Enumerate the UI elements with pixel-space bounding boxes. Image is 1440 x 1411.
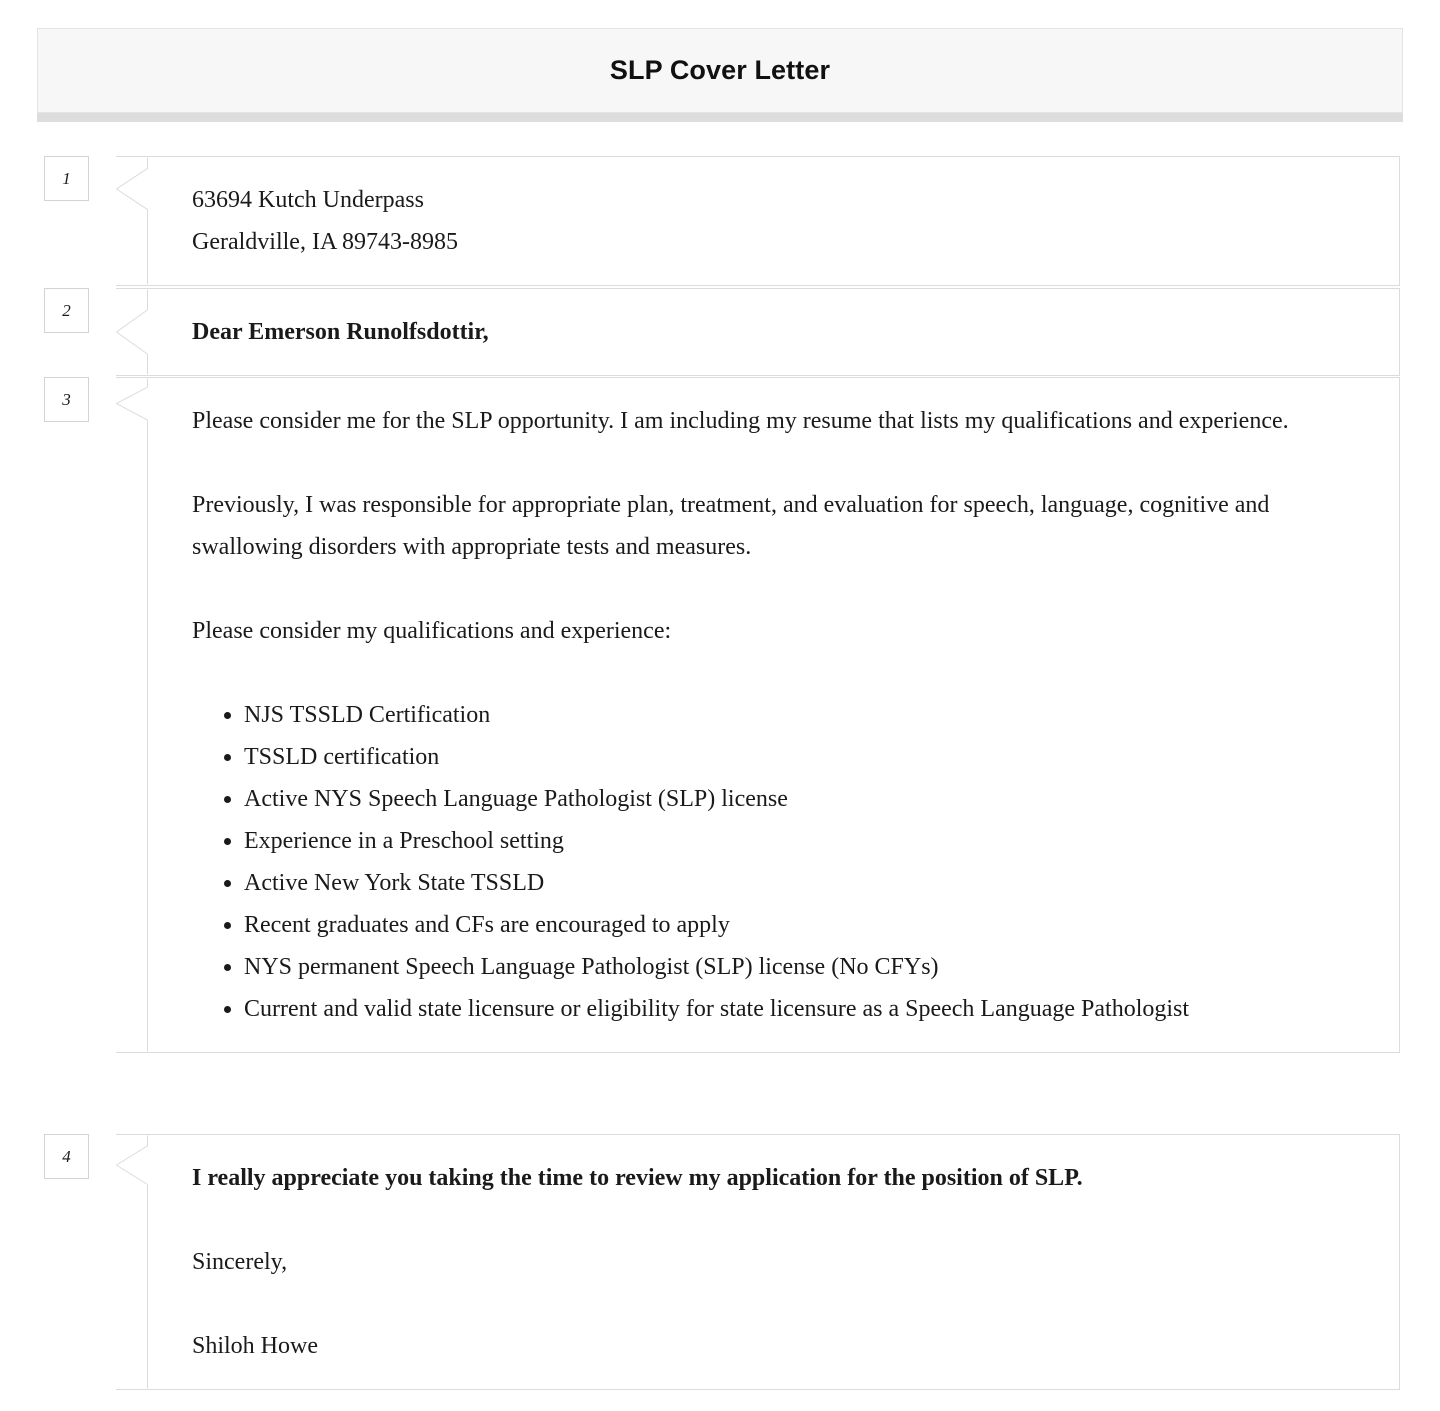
page-title: SLP Cover Letter [609, 55, 831, 85]
block-number-badge-3: 3 [44, 377, 89, 422]
body-paragraph-1: Please consider me for the SLP opportunity. I am including my resume that lists my qualifications and experience. [192, 408, 1289, 434]
signature-name: Shiloh Howe [192, 1333, 318, 1359]
salutation-text-wrap [116, 289, 1399, 375]
header-region [37, 28, 1403, 122]
list-item: • NJS TSSLD Certification [244, 694, 1371, 736]
list-item: • Experience in a Preschool setting [244, 820, 1371, 862]
address-text-wrap [116, 157, 1399, 285]
list-item: • Active New York State TSSLD [244, 862, 1371, 904]
block-number-badge-1: 1 [44, 156, 89, 201]
signoff-text: Sincerely, [192, 1249, 288, 1275]
address-line-1: 63694 Kutch Underpass [192, 187, 424, 213]
closing-text-wrap [116, 1135, 1399, 1389]
address-line-2: Geraldville, IA 89743-8985 [192, 229, 458, 255]
content-box-salutation[interactable] [116, 288, 1400, 376]
block-number-badge-4: 4 [44, 1134, 89, 1179]
list-item: • NYS permanent Speech Language Pathologist (SLP) license (No CFYs) [244, 946, 1371, 988]
list-item: • Current and valid state licensure or eligibility for state licensure as a Speech Language Pathologist [244, 988, 1371, 1030]
body-text-wrap [116, 378, 1399, 1052]
qualifications-list [192, 694, 1371, 1030]
salutation-text: Dear Emerson Runolfsdottir, [192, 319, 489, 345]
content-box-closing[interactable] [116, 1134, 1400, 1390]
header-underbar [37, 113, 1403, 122]
content-box-address[interactable] [116, 156, 1400, 286]
list-item: • Recent graduates and CFs are encouraged to apply [244, 904, 1371, 946]
closing-statement: I really appreciate you taking the time to review my application for the position of SLP. [192, 1165, 1083, 1191]
list-item: • TSSLD certification [244, 736, 1371, 778]
body-paragraph-2: Previously, I was responsible for appropriate plan, treatment, and evaluation for speech, language, cognitive and swallowing disorders with appropriate tests and measures. [192, 492, 1270, 560]
body-paragraph-3: Please consider my qualifications and experience: [192, 618, 672, 644]
list-item: • Active NYS Speech Language Pathologist (SLP) license [244, 778, 1371, 820]
content-box-body[interactable] [116, 377, 1400, 1053]
header-panel [37, 28, 1403, 113]
block-number-badge-2: 2 [44, 288, 89, 333]
